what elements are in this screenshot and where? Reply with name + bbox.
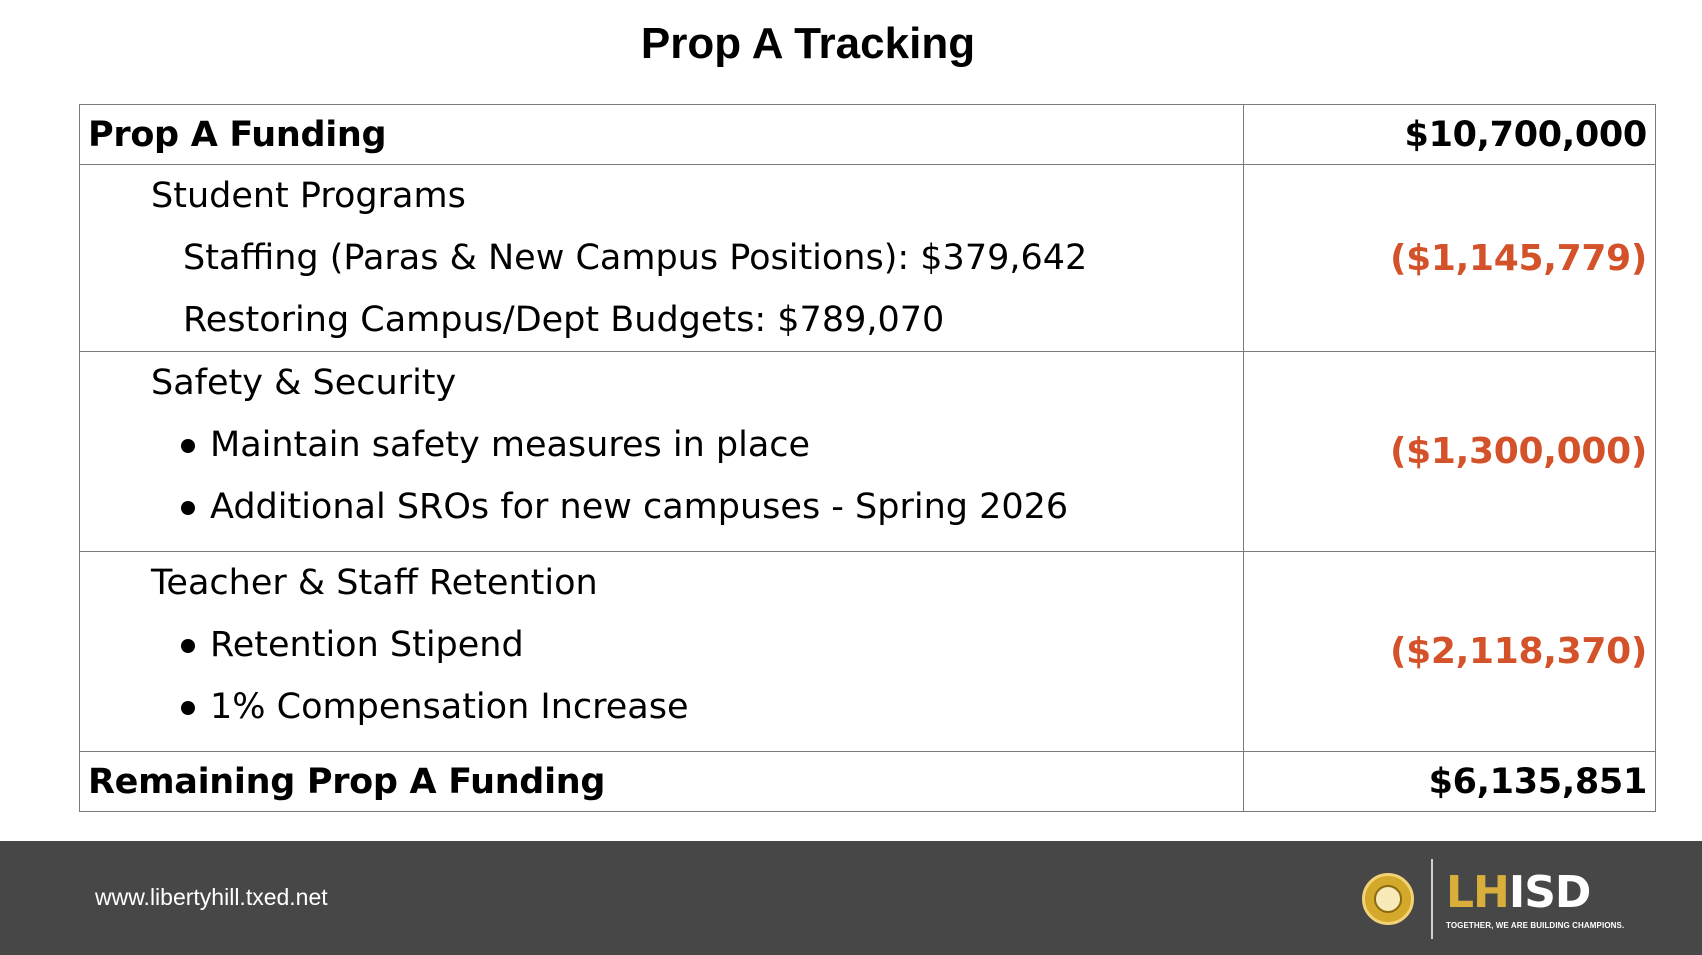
section-amount: ($1,300,000) <box>1244 352 1656 552</box>
section-amount: ($2,118,370) <box>1244 552 1656 752</box>
funding-label: Prop A Funding <box>80 105 1244 165</box>
remaining-label: Remaining Prop A Funding <box>80 752 1244 812</box>
district-logo: LHISD <box>1446 867 1591 918</box>
funding-amount: $10,700,000 <box>1244 105 1656 165</box>
retention-row <box>80 552 1656 752</box>
list-item: Maintain safety measures in place <box>80 414 1243 476</box>
logo-divider <box>1431 859 1433 939</box>
section-amount: ($1,145,779) <box>1244 165 1656 352</box>
bullet-dot-icon <box>181 701 195 715</box>
bullet-dot-icon <box>181 501 195 515</box>
list-item: 1% Compensation Increase <box>80 676 1243 738</box>
remaining-amount: $6,135,851 <box>1244 752 1656 812</box>
section-heading: Teacher & Staff Retention <box>151 563 598 603</box>
section-line: Staffing (Paras & New Campus Positions): $379,642 <box>183 238 1088 278</box>
page-title: Prop A Tracking <box>640 19 976 68</box>
student-programs-row <box>80 165 1656 352</box>
prop-a-table <box>79 104 1656 812</box>
website-url[interactable]: www.libertyhill.txed.net <box>95 884 328 910</box>
footer-bar <box>0 841 1702 955</box>
section-heading: Safety & Security <box>151 363 457 403</box>
list-item: Retention Stipend <box>80 614 1243 676</box>
section-line: Restoring Campus/Dept Budgets: $789,070 <box>183 300 945 340</box>
section-heading: Student Programs <box>151 176 466 216</box>
logo-tagline: TOGETHER, WE ARE BUILDING CHAMPIONS. <box>1446 921 1625 930</box>
bullet-dot-icon <box>181 639 195 653</box>
bullet-dot-icon <box>181 439 195 453</box>
safety-security-row <box>80 352 1656 552</box>
remaining-row <box>80 752 1656 812</box>
district-seal-icon <box>1362 873 1414 925</box>
list-item: Additional SROs for new campuses - Spring 2026 <box>80 476 1243 538</box>
funding-row <box>80 105 1656 165</box>
